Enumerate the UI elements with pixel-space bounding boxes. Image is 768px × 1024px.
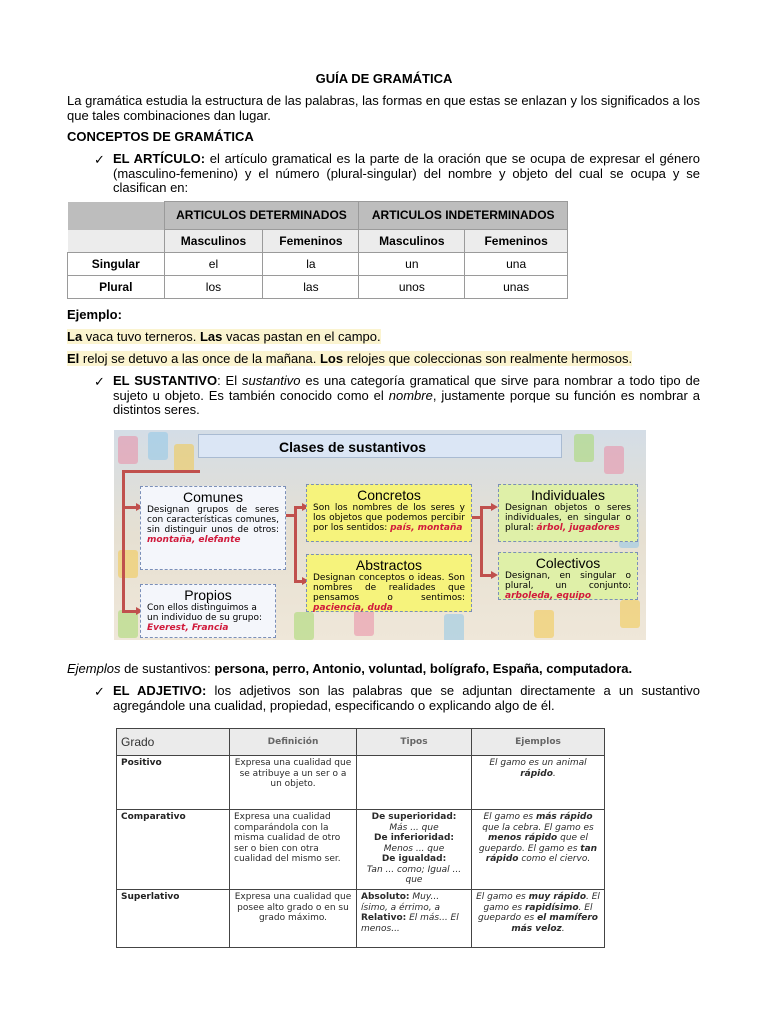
ejemplos-list: persona, perro, Antonio, voluntad, bolígrafo, España, computadora. (214, 661, 633, 676)
tipo-formula: Menos ... que (383, 843, 445, 854)
tag-decoration (444, 614, 464, 640)
ejemplo-superlativo (472, 890, 605, 948)
table-cell: una (465, 253, 568, 276)
tag-decoration (620, 600, 640, 628)
adjetivos-table (116, 728, 605, 948)
tipos-comparativo (357, 810, 472, 890)
articles-group-indeterminados: ARTICULOS INDETERMINADOS (359, 202, 568, 230)
ejemplo-text: El gamo es un animal (489, 758, 587, 768)
individuales-box (498, 484, 638, 542)
ejemplo-text: . (552, 768, 556, 779)
arrow-icon (491, 503, 498, 511)
concretos-body: Son los nombres de los seres y los objetos que podemos percibir por los sentidos: (313, 503, 465, 533)
connector-line (294, 506, 297, 582)
adjetivo-text: los adjetivos son las palabras que se adjuntan directamente a un sustantivo agregándole una cualidad, propiedad, especificando o explicando algo de él. (113, 683, 700, 713)
table-cell: las (263, 276, 359, 299)
tipo-formula: Muy... ísimo, a érrimo, a (361, 892, 441, 913)
header-grado: Grado (117, 729, 230, 756)
ejemplo-adjective: tan rápido (485, 843, 598, 864)
example-text: reloj se detuvo a las once de la mañana. (79, 351, 320, 366)
ejemplo-adjective: rapidísimo (524, 902, 579, 913)
example-text: vaca tuvo terneros. (82, 329, 200, 344)
grado-positivo: Positivo (117, 756, 230, 810)
propios-title: Propios (184, 587, 232, 603)
connector-line (122, 470, 125, 612)
tipos-superlativo (357, 890, 472, 948)
table-row (117, 890, 605, 948)
colectivos-title: Colectivos (535, 555, 601, 571)
table-row (68, 276, 568, 299)
example-text: vacas pastan en el campo. (222, 329, 381, 344)
propios-example: Everest, Francia (147, 623, 229, 633)
grado-comparativo: Comparativo (117, 810, 230, 890)
tipo-label: De igualdad: (381, 854, 447, 864)
individuales-example: árbol, jugadores (536, 523, 620, 533)
individuales-body: Designan objetos o seres individuales, en singular o plural: (505, 503, 631, 533)
articles-group-determinados: ARTICULOS DETERMINADOS (164, 202, 359, 230)
adjetivo-paragraph (113, 684, 700, 713)
checkmark-icon: ✓ (94, 684, 105, 699)
concepts-heading: CONCEPTOS DE GRAMÁTICA (67, 129, 254, 144)
ejemplo-text: El gamo es (476, 892, 529, 902)
arrow-icon (491, 571, 498, 579)
ejemplo-adjective: el mamífero más veloz (511, 913, 598, 934)
concretos-box (306, 484, 472, 542)
table-cell: los (164, 276, 263, 299)
ejemplo-text: . El guepardo es (478, 902, 593, 923)
connector-line (122, 470, 200, 473)
sustantivo-text: es una categoría gramatical que sirve para nombrar a todo tipo de sujeto u objeto. Es también conocido como el (113, 373, 700, 403)
table-cell: el (164, 253, 263, 276)
tag-decoration (174, 444, 194, 472)
tag-decoration (118, 610, 138, 638)
tipo-label: De superioridad: (371, 812, 457, 822)
comunes-box (140, 486, 286, 570)
table-cell: un (359, 253, 465, 276)
example-article: La (67, 329, 83, 344)
articles-subheader: Masculinos (359, 230, 465, 253)
abstractos-example: paciencia, duda (313, 603, 393, 613)
concretos-title: Concretos (357, 487, 421, 503)
table-row (117, 810, 605, 890)
definicion-superlativo: Expresa una cualidad que posee alto grado o en su grado máximo. (230, 890, 357, 948)
sustantivo-text: , justamente porque su función es nombrar a distintos seres. (113, 387, 700, 417)
header-ejemplos: Ejemplos (472, 729, 605, 756)
colectivos-example: arboleda, equipo (505, 591, 592, 601)
clases-sustantivos-diagram (114, 430, 646, 640)
comunes-body: Designan grupos de seres con características comunes, sin distinguir unos de otros: (147, 505, 279, 535)
ejemplo-text: . (561, 923, 565, 934)
tipo-label: Relativo: (361, 913, 407, 923)
example-article: Los (319, 351, 344, 366)
tag-decoration (118, 550, 138, 578)
articulo-paragraph (113, 152, 700, 196)
tipo-formula: El más... El menos... (361, 913, 459, 934)
row-label-plural: Plural (68, 276, 165, 299)
example-article: Las (199, 329, 223, 344)
articulo-text: el artículo gramatical es la parte de la oración que se ocupa de expresar el género (masculino-femenino) y el número (plural-singular) del nombre y objeto del cual se ocupa y se clasifican en: (113, 151, 700, 195)
table-row (68, 253, 568, 276)
individuales-title: Individuales (531, 487, 605, 503)
ejemplo-adjective: muy rápido (528, 892, 587, 902)
ejemplos-label: Ejemplos (67, 661, 121, 676)
ejemplo-text: . El gamo es (483, 892, 600, 913)
abstractos-box (306, 554, 472, 612)
tag-decoration (534, 610, 554, 638)
comunes-example: montaña, elefante (147, 535, 241, 545)
tag-decoration (604, 446, 624, 474)
ejemplo-text: que el guepardo. (478, 833, 588, 854)
page-title: GUÍA DE GRAMÁTICA (315, 71, 453, 86)
table-cell: unos (359, 276, 465, 299)
header-definicion: Definición (230, 729, 357, 756)
tag-decoration (148, 432, 168, 460)
ejemplos-text: de sustantivos: (120, 661, 215, 676)
colectivos-box (498, 552, 638, 600)
ejemplo-heading: Ejemplo: (67, 307, 122, 322)
tipo-label: De inferioridad: (373, 833, 454, 843)
tipo-label: Absoluto: (361, 892, 410, 902)
ejemplo-text: como el ciervo. (518, 854, 591, 864)
ejemplo-text: que la cebra. (482, 822, 542, 833)
definicion-positivo: Expresa una cualidad que se atribuye a un ser o a un objeto. (230, 756, 357, 810)
sustantivo-term: sustantivo (241, 373, 301, 388)
abstractos-body: Designan conceptos o ideas. Son nombres de realidades que pensamos o sentimos: (313, 573, 465, 603)
ejemplo-text: El gamo es (544, 822, 594, 833)
checkmark-icon: ✓ (94, 374, 105, 389)
sustantivo-paragraph (113, 374, 700, 418)
tag-decoration (574, 434, 594, 462)
adjetivo-label: EL ADJETIVO: (113, 683, 207, 698)
header-tipos: Tipos (357, 729, 472, 756)
intro-paragraph: La gramática estudia la estructura de las palabras, las formas en que estas se enlazan y los significados a los que tales combinaciones dan lugar. (67, 93, 700, 123)
ejemplo-line-2 (67, 351, 632, 366)
tipos-positivo (357, 756, 472, 810)
articulo-label: EL ARTÍCULO: (113, 151, 206, 166)
tipo-formula: Tan ... como; Igual ... que (366, 864, 462, 885)
articles-table (67, 201, 568, 299)
colectivos-body: Designan, en singular o plural, un conjunto: (505, 571, 631, 591)
tipo-formula: Más ... que (389, 822, 439, 833)
propios-body: Con ellos distinguimos a un individuo de su grupo: (147, 603, 263, 623)
ejemplo-positivo (472, 756, 605, 810)
checkmark-icon: ✓ (94, 152, 105, 167)
articles-subheader: Femeninos (465, 230, 568, 253)
comunes-title: Comunes (183, 489, 243, 505)
articles-subheader: Masculinos (164, 230, 263, 253)
ejemplo-adjective: menos rápido (488, 833, 558, 843)
ejemplo-text: El gamo es (527, 843, 581, 854)
table-row (117, 756, 605, 810)
sustantivo-text: : El (217, 373, 242, 388)
ejemplo-adjective: más rápido (535, 812, 593, 822)
nombre-term: nombre (388, 387, 433, 403)
ejemplos-sustantivos (67, 661, 632, 676)
ejemplo-line-1 (67, 329, 381, 344)
tag-decoration (118, 436, 138, 464)
diagram-title: Clases de sustantivos (198, 434, 562, 458)
ejemplo-text: El gamo es (483, 812, 536, 822)
table-cell: la (263, 253, 359, 276)
row-label-singular: Singular (68, 253, 165, 276)
propios-box (140, 584, 276, 638)
ejemplo-adjective: rápido (520, 768, 553, 779)
connector-line (480, 506, 483, 576)
sustantivo-label: EL SUSTANTIVO (113, 373, 218, 388)
example-article: El (67, 351, 80, 366)
definicion-comparativo: Expresa una cualidad comparándola con la misma cualidad de otro ser o bien con otra cualidad del mismo ser. (230, 810, 357, 890)
grado-superlativo: Superlativo (117, 890, 230, 948)
table-cell: unas (465, 276, 568, 299)
abstractos-title: Abstractos (355, 557, 423, 573)
concretos-example: país, montaña (390, 523, 463, 533)
articles-subheader: Femeninos (263, 230, 359, 253)
example-text: relojes que coleccionas son realmente hermosos. (343, 351, 633, 366)
tag-decoration (294, 612, 314, 640)
ejemplo-comparativo (472, 810, 605, 890)
